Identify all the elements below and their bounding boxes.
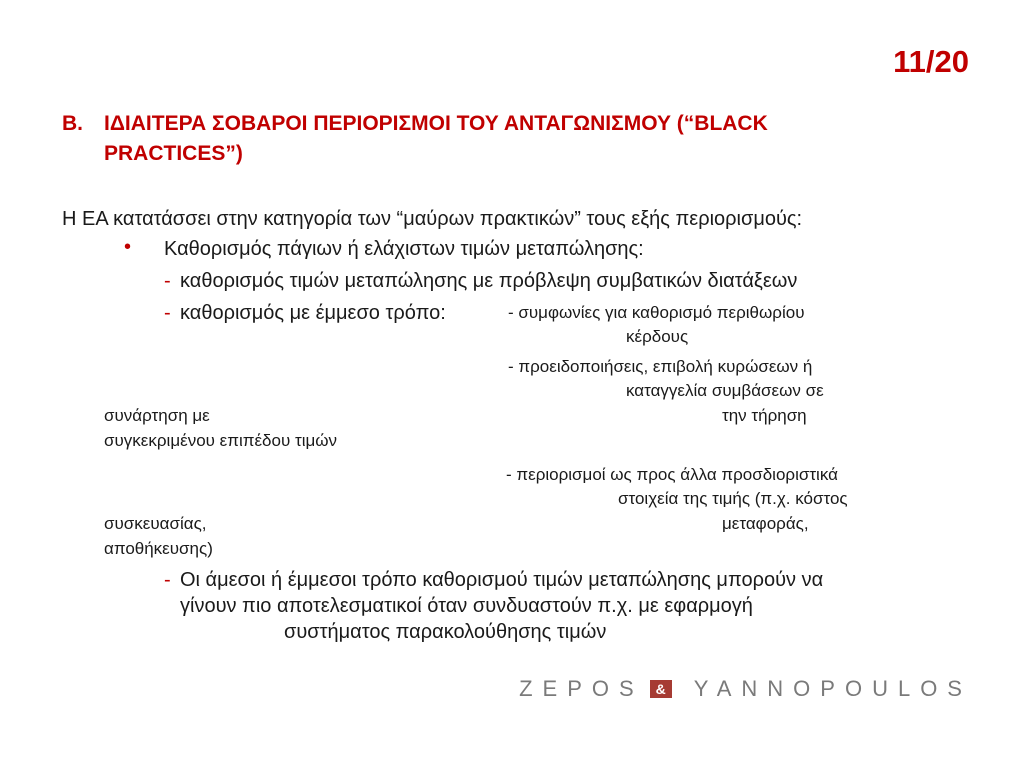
logo-right-text: YANNOPOULOS (693, 676, 972, 701)
sub-1-line-2: κέρδους (626, 327, 689, 346)
sub-2-line-2: καταγγελία συμβάσεων σε (626, 381, 824, 400)
item-3-line-3: συστήματος παρακολούθησης τιμών (284, 621, 607, 643)
sub-3-line-3a: συσκευασίας, (104, 514, 207, 533)
dash-icon: - (164, 302, 171, 324)
heading-letter: B. (62, 112, 83, 135)
item-1-text: καθορισμός τιμών μεταπώλησης με πρόβλεψη συμβατικών διατάξεων (180, 270, 798, 292)
intro-text: Η ΕΑ κατατάσσει στην κατηγορία των “μαύρων πρακτικών” τους εξής περιορισμούς: (62, 208, 803, 230)
item-3-line-1: Οι άμεσοι ή έμμεσοι τρόπο καθορισμού τιμών μεταπώλησης μπορούν να (180, 569, 824, 591)
firm-logo (519, 676, 972, 702)
sub-1-line-1: - συμφωνίες για καθορισμό περιθωρίου (508, 303, 805, 322)
sub-2-line-4: συγκεκριμένου επιπέδου τιμών (104, 431, 338, 450)
dash-icon: - (164, 569, 171, 591)
dash-icon: - (164, 270, 171, 292)
heading-line-2: PRACTICES”) (104, 142, 243, 165)
sub-3-line-3b: μεταφοράς, (722, 514, 809, 533)
sub-3-line-4: αποθήκευσης) (104, 539, 213, 558)
bullet-text: Καθορισμός πάγιων ή ελάχιστων τιμών μεταπώλησης: (164, 238, 644, 260)
sub-2-line-1: - προειδοποιήσεις, επιβολή κυρώσεων ή (508, 357, 813, 376)
sub-3-line-1: - περιορισμοί ως προς άλλα προσδιοριστικά (506, 465, 838, 484)
sub-2-line-3a: συνάρτηση με (104, 406, 210, 425)
sub-3-line-2: στοιχεία της τιμής (π.χ. κόστος (618, 489, 848, 508)
heading-line-1: ΙΔΙΑΙΤΕΡΑ ΣΟΒΑΡΟΙ ΠΕΡΙΟΡΙΣΜΟΙ ΤΟΥ ΑΝΤΑΓΩΝΙΣΜΟΥ (“BLACK (104, 112, 768, 135)
item-3-line-2: γίνουν πιο αποτελεσματικοί όταν συνδυαστούν π.χ. με εφαρμογή (180, 595, 753, 617)
sub-2-line-3b: την τήρηση (722, 406, 807, 425)
bullet-icon: • (124, 236, 132, 258)
logo-ampersand-icon: & (650, 680, 672, 698)
page-number: 11/20 (893, 44, 969, 79)
logo-left-text: ZEPOS (519, 676, 644, 701)
item-2-text: καθορισμός με έμμεσο τρόπο: (180, 302, 446, 324)
